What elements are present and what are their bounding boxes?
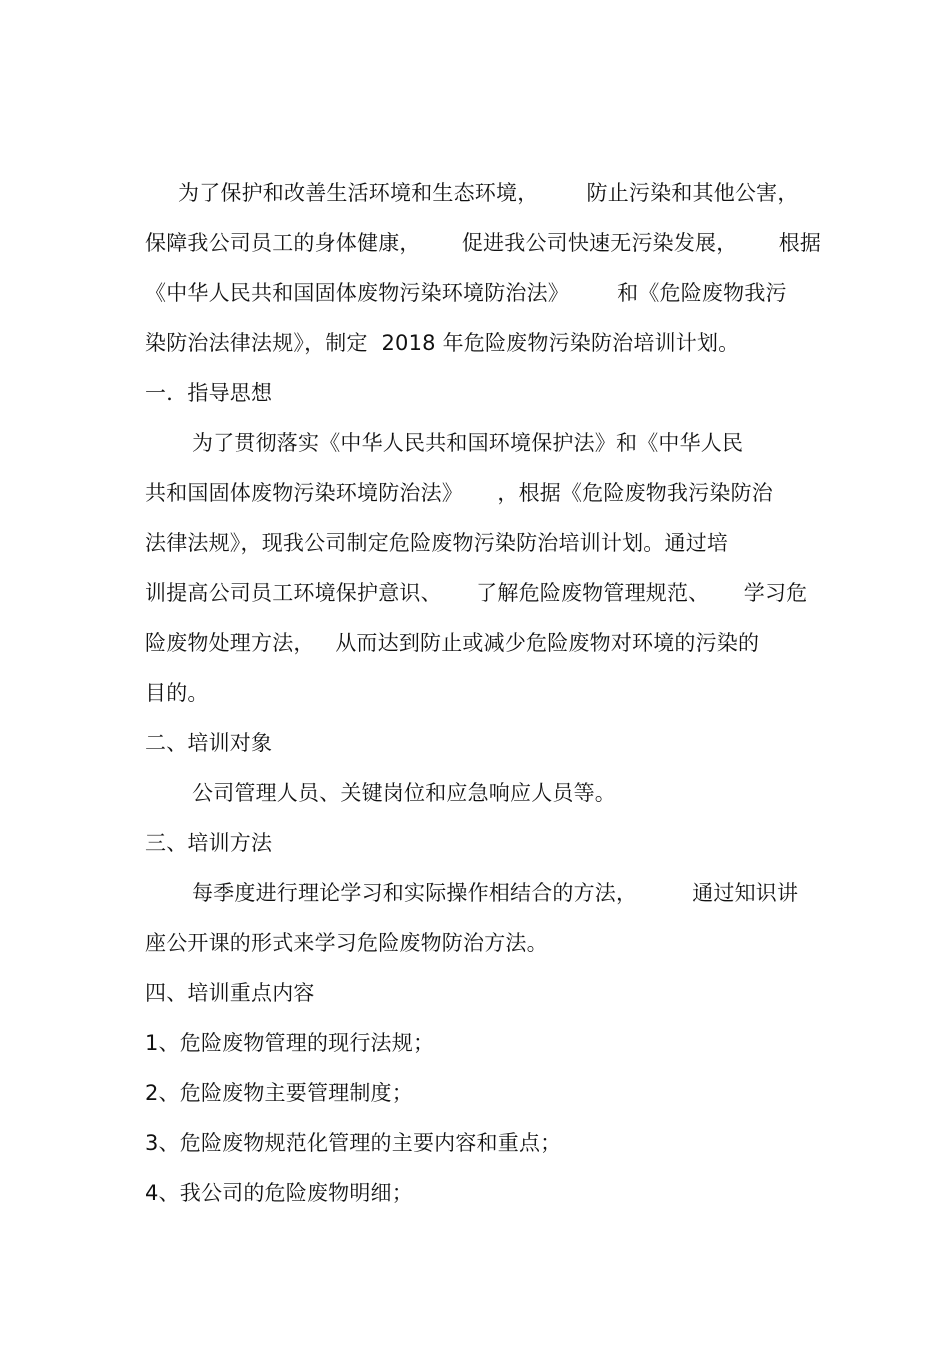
section-1-line-3: 法律法规》，现我公司制定危险废物污染防治培训计划。通过培 <box>145 531 729 555</box>
intro-line-4: 染防治法律法规》，制定 2018 年危险废物污染防治培训计划。 <box>145 331 740 355</box>
section-4-heading: 四、培训重点内容 <box>145 981 315 1005</box>
section-3-line-1: 每季度进行理论学习和实际操作相结合的方法， 通过知识讲 <box>192 881 799 905</box>
section-1-line-6: 目的。 <box>145 681 209 705</box>
section-2-line-1: 公司管理人员、关键岗位和应急响应人员等。 <box>192 781 616 805</box>
section-4-item-1: 1、危险废物管理的现行法规； <box>145 1031 435 1055</box>
section-1-line-2: 共和国固体废物污染环境防治法》 ，根据《危险废物我污染防治 <box>145 481 773 505</box>
section-1-line-4: 训提高公司员工环境保护意识、 了解危险废物管理规范、 学习危 <box>145 581 808 605</box>
intro-line-3: 《中华人民共和国固体废物污染环境防治法》 和《危险废物我污 <box>145 281 787 305</box>
section-4-item-4: 4、我公司的危险废物明细； <box>145 1181 413 1205</box>
section-1-line-1: 为了贯彻落实《中华人民共和国环境保护法》和《中华人民 <box>192 431 744 455</box>
section-1-line-5: 险废物处理方法， 从而达到防止或减少危险废物对环境的污染的 <box>145 631 760 655</box>
section-3-heading: 三、培训方法 <box>145 831 273 855</box>
intro-line-2: 保障我公司员工的身体健康， 促进我公司快速无污染发展， 根据 <box>145 231 822 255</box>
section-3-line-2: 座公开课的形式来学习危险废物防治方法。 <box>145 931 548 955</box>
section-1-heading: 一．指导思想 <box>145 381 273 405</box>
section-4-item-2: 2、危险废物主要管理制度； <box>145 1081 413 1105</box>
intro-line-1: 为了保护和改善生活环境和生态环境， 防止污染和其他公害， <box>178 181 799 205</box>
section-2-heading: 二、培训对象 <box>145 731 273 755</box>
section-4-item-3: 3、危险废物规范化管理的主要内容和重点； <box>145 1131 562 1155</box>
